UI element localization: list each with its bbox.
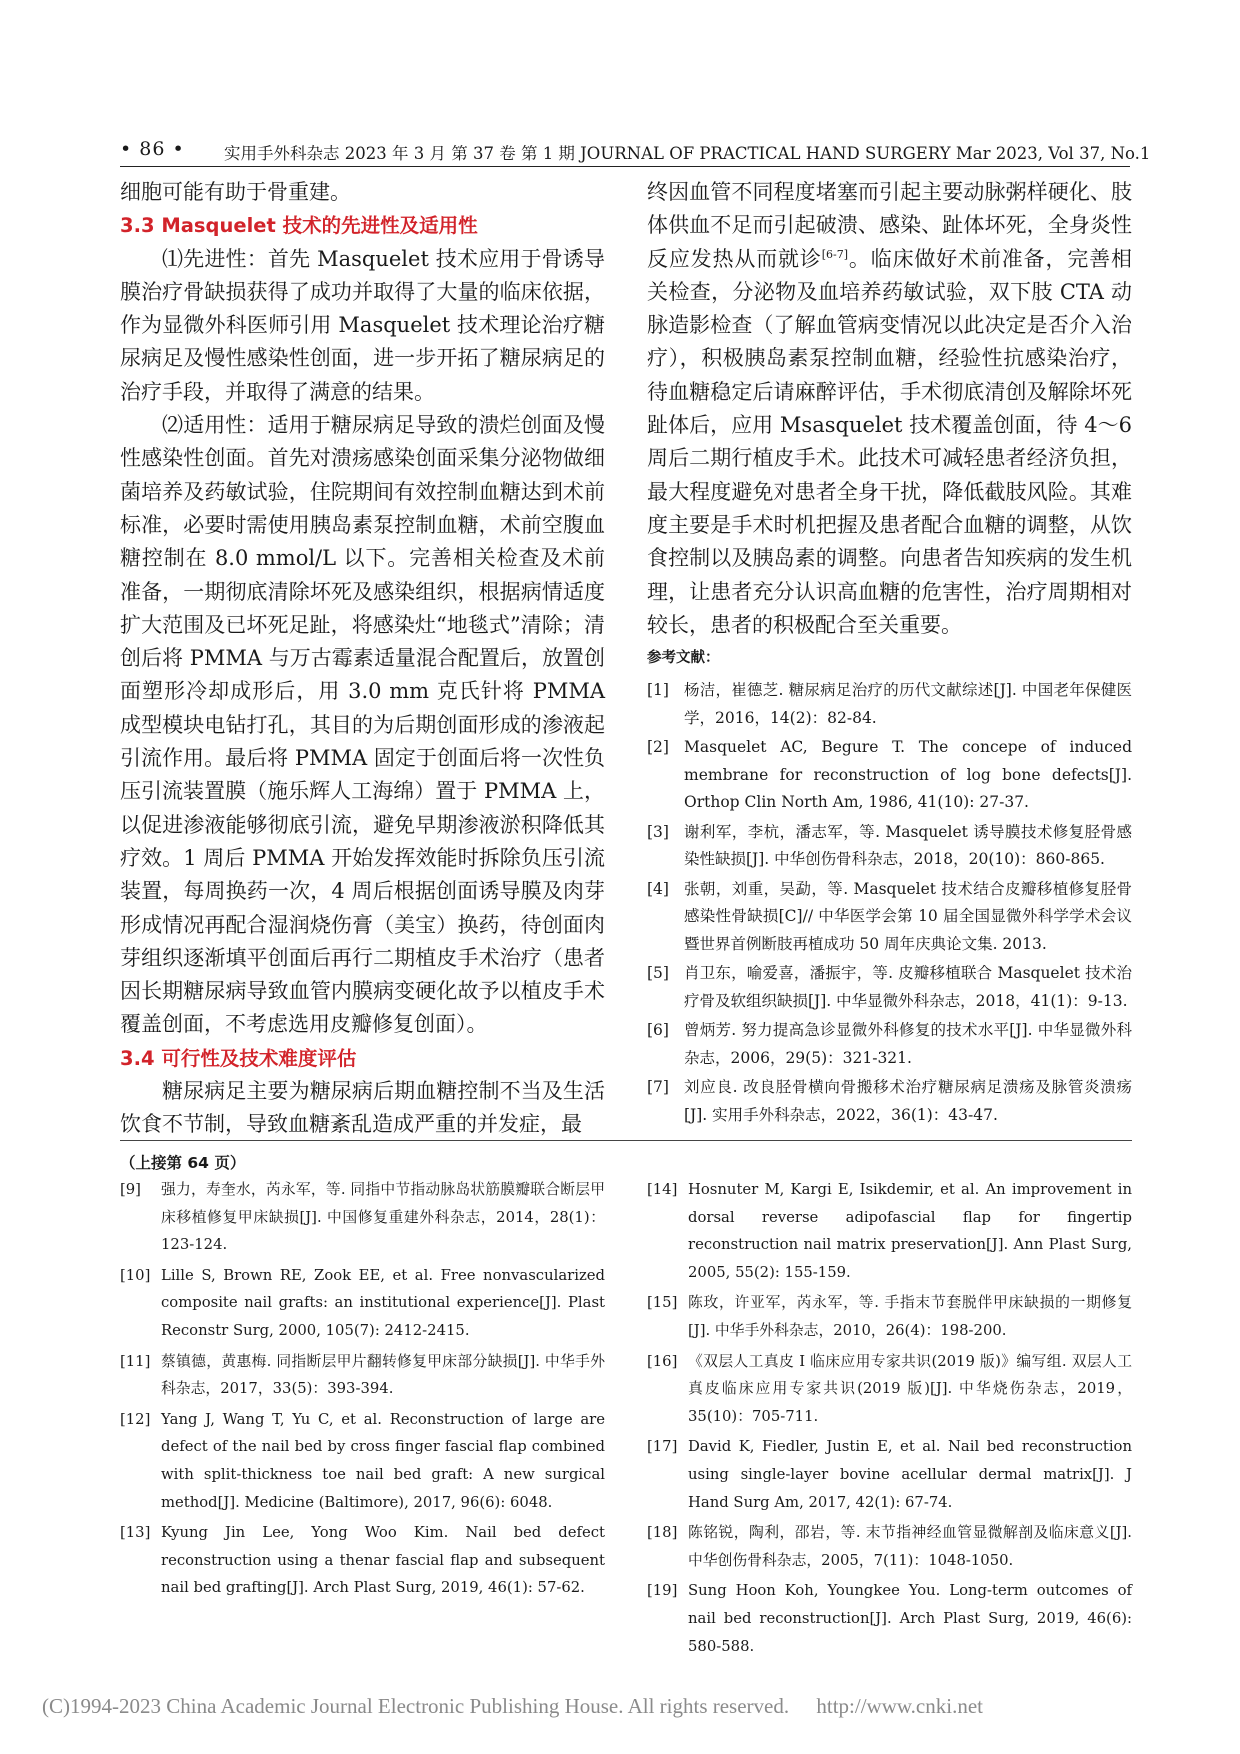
reference-number: [15] — [647, 1294, 678, 1312]
paragraph-feasibility-cont: 终因血管不同程度堵塞而引起主要动脉粥样硬化、肢体供血不足而引起破溃、感染、趾体坏死，全身炎性反应发热从而就诊[6-7]。临床做好术前准备，完善相关检查，分泌物及血培养药敏试验，双下肢 CTA 动脉造影检查（了解血管病变情况以此决定是否介入治疗），积极胰岛素泵控制血糖，经验性抗感染治疗，待血糖稳定后请麻醉评估，手术彻底清创及解除坏死趾体后，应用 Msasquelet 技术覆盖创面，待 4～6 周后二期行植皮手术。此技术可减轻患者经济负担，最大程度避免对患者全身干扰，降低截肢风险。其难度主要是手术时机把握及患者配合血糖的调整，从饮食控制以及胰岛素的调整。向患者告知疾病的发生机理，让患者充分认识高血糖的危害性，治疗周期相对较长，患者的积极配合至关重要。 — [647, 180, 1133, 637]
reference-text: Yang J, Wang T, Yu C, et al. Reconstruction of large are defect of the nail bed by cross finger fascial flap combined with split-thickness toe nail bed graft: A new surgical method[J]. Medicine (Baltimore), 2017, 96(6): 6048. — [161, 1410, 605, 1511]
reference-number: [6] — [647, 1021, 669, 1040]
reference-item — [647, 819, 1132, 874]
reference-number: [9] — [120, 1181, 141, 1198]
journal-header: 实用手外科杂志 2023 年 3 月 第 37 卷 第 1 期 JOURNAL OF PRACTICAL HAND SURGERY Mar 2023, Vol 37, No.1 — [224, 144, 1151, 163]
reference-item — [647, 1074, 1132, 1129]
paragraph-applicability: ⑵适用性：适用于糖尿病足导致的溃烂创面及慢性感染性创面。首先对溃疡感染创面采集分泌物做细菌培养及药敏试验，住院期间有效控制血糖达到术前标准，必要时需使用胰岛素泵控制血糖，术前空腹血糖控制在 8.0 mmol/L 以下。完善相关检查及术前准备，一期彻底清除坏死及感染组织，根据病情适度扩大范围及已坏死足趾，将感染灶“地毯式”清除；清创后将 PMMA 与万古霉素适量混合配置后，放置创面塑形冷却成形后，用 3.0 mm 克氏针将 PMMA 成型模块电钻打孔，其目的为后期创面形成的渗液起引流作用。最后将 PMMA 固定于创面后将一次性负压引流装置膜（施乐辉人工海绵）置于 PMMA 上，以促进渗液能够彻底引流，避免早期渗液淤积降低其疗效。1 周后 PMMA 开始发挥效能时拆除负压引流装置，每周换药一次，4 周后根据创面诱导膜及肉芽形成情况再配合湿润烧伤膏（美宝）换药，待创面肉芽组织逐渐填平创面后再行二期植皮手术治疗（患者因长期糖尿病导致血管内膜病变硬化故予以植皮手术覆盖创面，不考虑选用皮瓣修复创面）。 — [120, 413, 605, 1037]
running-header — [120, 136, 1151, 166]
page-number: • 86 • — [120, 138, 185, 160]
reference-item — [120, 1406, 605, 1516]
reference-number: [16] — [647, 1352, 678, 1370]
reference-text: Masquelet AC, Begure T. The concepe of induced membrane for reconstruction of log bone defects[J]. Orthop Clin North Am, 1986, 41(10): 27-37. — [684, 738, 1132, 812]
reference-item — [647, 734, 1132, 817]
reference-item — [647, 1289, 1132, 1344]
copyright-text: (C)1994-2023 China Academic Journal Electronic Publishing House. All rights reserved. — [42, 1694, 790, 1718]
reference-item — [647, 1433, 1132, 1516]
reference-item — [647, 1176, 1132, 1286]
references-title: 参考文献： — [647, 650, 720, 667]
reference-number: [5] — [647, 964, 669, 983]
reference-item — [120, 1348, 605, 1403]
reference-number: [13] — [120, 1524, 151, 1542]
continued-references-right — [647, 1176, 1132, 1663]
reference-item — [120, 1176, 605, 1259]
reference-item — [120, 1519, 605, 1602]
reference-text: 《双层人工真皮 I 临床应用专家共识(2019 版)》编写组. 双层人工真皮临床应用专家共识(2019 版)[J]. 中华烧伤杂志，2019，35(10)：705-711. — [688, 1352, 1132, 1425]
reference-number: [3] — [647, 822, 669, 841]
reference-text: Lille S, Brown RE, Zook EE, et al. Free nonvascularized composite nail grafts: an institutional experience[J]. Plast Reconstr Surg, 2000, 105(7): 2412-2415. — [161, 1266, 605, 1339]
reference-item — [647, 1519, 1132, 1574]
reference-text: 张朝，刘重，吴勐，等. Masquelet 技术结合皮瓣移植修复胫骨感染性骨缺损[C]// 中华医学会第 10 届全国显微外科学学术会议暨世界首例断肢再植成功 50 周年庆典论文集. 2013. — [684, 879, 1132, 953]
header-rule — [120, 166, 1130, 167]
paragraph-feasibility: 糖尿病足主要为糖尿病后期血糖控制不当及生活饮食不节制，导致血糖紊乱造成严重的并发症，最 — [120, 1079, 605, 1137]
reference-text: Kyung Jin Lee, Yong Woo Kim. Nail bed defect reconstruction using a thenar fascial flap and subsequent nail bed grafting[J]. Arch Plast Surg, 2019, 46(1): 57-62. — [161, 1524, 605, 1597]
reference-item — [120, 1262, 605, 1345]
reference-number: [12] — [120, 1410, 151, 1428]
left-column — [120, 176, 605, 1142]
reference-number: [7] — [647, 1078, 669, 1097]
copyright-footer — [42, 1694, 983, 1719]
reference-number: [18] — [647, 1524, 678, 1542]
reference-item — [647, 677, 1132, 732]
reference-text: 陈玫，许亚军，芮永军，等. 手指末节套脱伴甲床缺损的一期修复[J]. 中华手外科杂志，2010，26(4)：198-200. — [688, 1294, 1132, 1339]
right-column — [647, 176, 1132, 1131]
paragraph-advancement: ⑴先进性：首先 Masquelet 技术应用于骨诱导膜治疗骨缺损获得了成功并取得了大量的临床依据，作为显微外科医师引用 Masquelet 技术理论治疗糖尿病足及慢性感染性创面，进一步开拓了糖尿病足的治疗手段，并取得了满意的结果。 — [120, 246, 605, 404]
reference-number: [11] — [120, 1352, 151, 1370]
reference-text: Hosnuter M, Kargi E, Isikdemir, et al. An improvement in dorsal reverse adipofascial flap for fingertip reconstruction nail matrix preservation[J]. Ann Plast Surg, 2005, 55(2): 155-159. — [688, 1181, 1132, 1281]
reference-text: Sung Hoon Koh, Youngkee You. Long-term outcomes of nail bed reconstruction[J]. Arch Plast Surg, 2019, 46(6): 580-588. — [688, 1582, 1132, 1655]
reference-number: [14] — [647, 1181, 678, 1198]
section-divider — [120, 1140, 1132, 1141]
reference-text: 蔡镇德，黄惠梅. 同指断层甲片翻转修复甲床部分缺损[J]. 中华手外科杂志，2017，33(5)：393-394. — [161, 1352, 605, 1398]
reference-number: [19] — [647, 1582, 678, 1600]
reference-text: 陈铭锐，陶利，邵岩，等. 末节指神经血管显微解剖及临床意义[J]. 中华创伤骨科杂志，2005，7(11)：1048-1050. — [688, 1524, 1132, 1569]
citation-superscript[interactable]: [6-7] — [821, 247, 849, 261]
reference-text: David K, Fiedler, Justin E, et al. Nail bed reconstruction using single-layer bovine acellular dermal matrix[J]. J Hand Surg Am, 2017, 42(1): 67-74. — [688, 1438, 1132, 1511]
reference-text: 肖卫东，喻爱喜，潘振宇，等. 皮瓣移植联合 Masquelet 技术治疗骨及软组织缺损[J]. 中华显微外科杂志，2018，41(1)：9-13. — [684, 964, 1132, 1010]
reference-item — [647, 876, 1132, 959]
reference-item — [647, 1017, 1132, 1072]
reference-item — [647, 960, 1132, 1015]
reference-number: [10] — [120, 1266, 151, 1284]
reference-text: 强力，寿奎水，芮永军，等. 同指中节指动脉岛状筋膜瓣联合断层甲床移植修复甲床缺损[J]. 中国修复重建外科杂志，2014，28(1)：123-124. — [161, 1181, 605, 1254]
reference-item — [647, 1348, 1132, 1431]
cnki-url[interactable]: http://www.cnki.net — [816, 1694, 983, 1718]
reference-item — [647, 1577, 1132, 1660]
reference-number: [17] — [647, 1438, 678, 1456]
references-list — [647, 677, 1132, 1129]
reference-text: 刘应良. 改良胫骨横向骨搬移术治疗糖尿病足溃疡及脉管炎溃疡[J]. 实用手外科杂志，2022，36(1)：43-47. — [684, 1078, 1132, 1124]
reference-number: [4] — [647, 879, 669, 898]
continued-references-left — [120, 1176, 605, 1605]
reference-text: 曾炳芳. 努力提高急诊显微外科修复的技术水平[J]. 中华显微外科杂志，2006，29(5)：321-321. — [684, 1021, 1132, 1067]
reference-number: [1] — [647, 681, 669, 700]
section-title-3-4: 3.4 可行性及技术难度评估 — [120, 1046, 357, 1070]
continuation-label: （上接第 64 页） — [120, 1154, 246, 1172]
reference-number: [2] — [647, 738, 669, 757]
paragraph-continued: 细胞可能有助于骨重建。 — [120, 180, 351, 204]
section-title-3-3: 3.3 Masquelet 技术的先进性及适用性 — [120, 214, 478, 238]
reference-text: 杨洁，崔德芝. 糖尿病足治疗的历代文献综述[J]. 中国老年保健医学，2016，14(2)：82-84. — [684, 681, 1132, 727]
reference-text: 谢利军，李杭，潘志军，等. Masquelet 诱导膜技术修复胫骨感染性缺损[J]. 中华创伤骨科杂志，2018，20(10)：860-865. — [684, 822, 1132, 869]
